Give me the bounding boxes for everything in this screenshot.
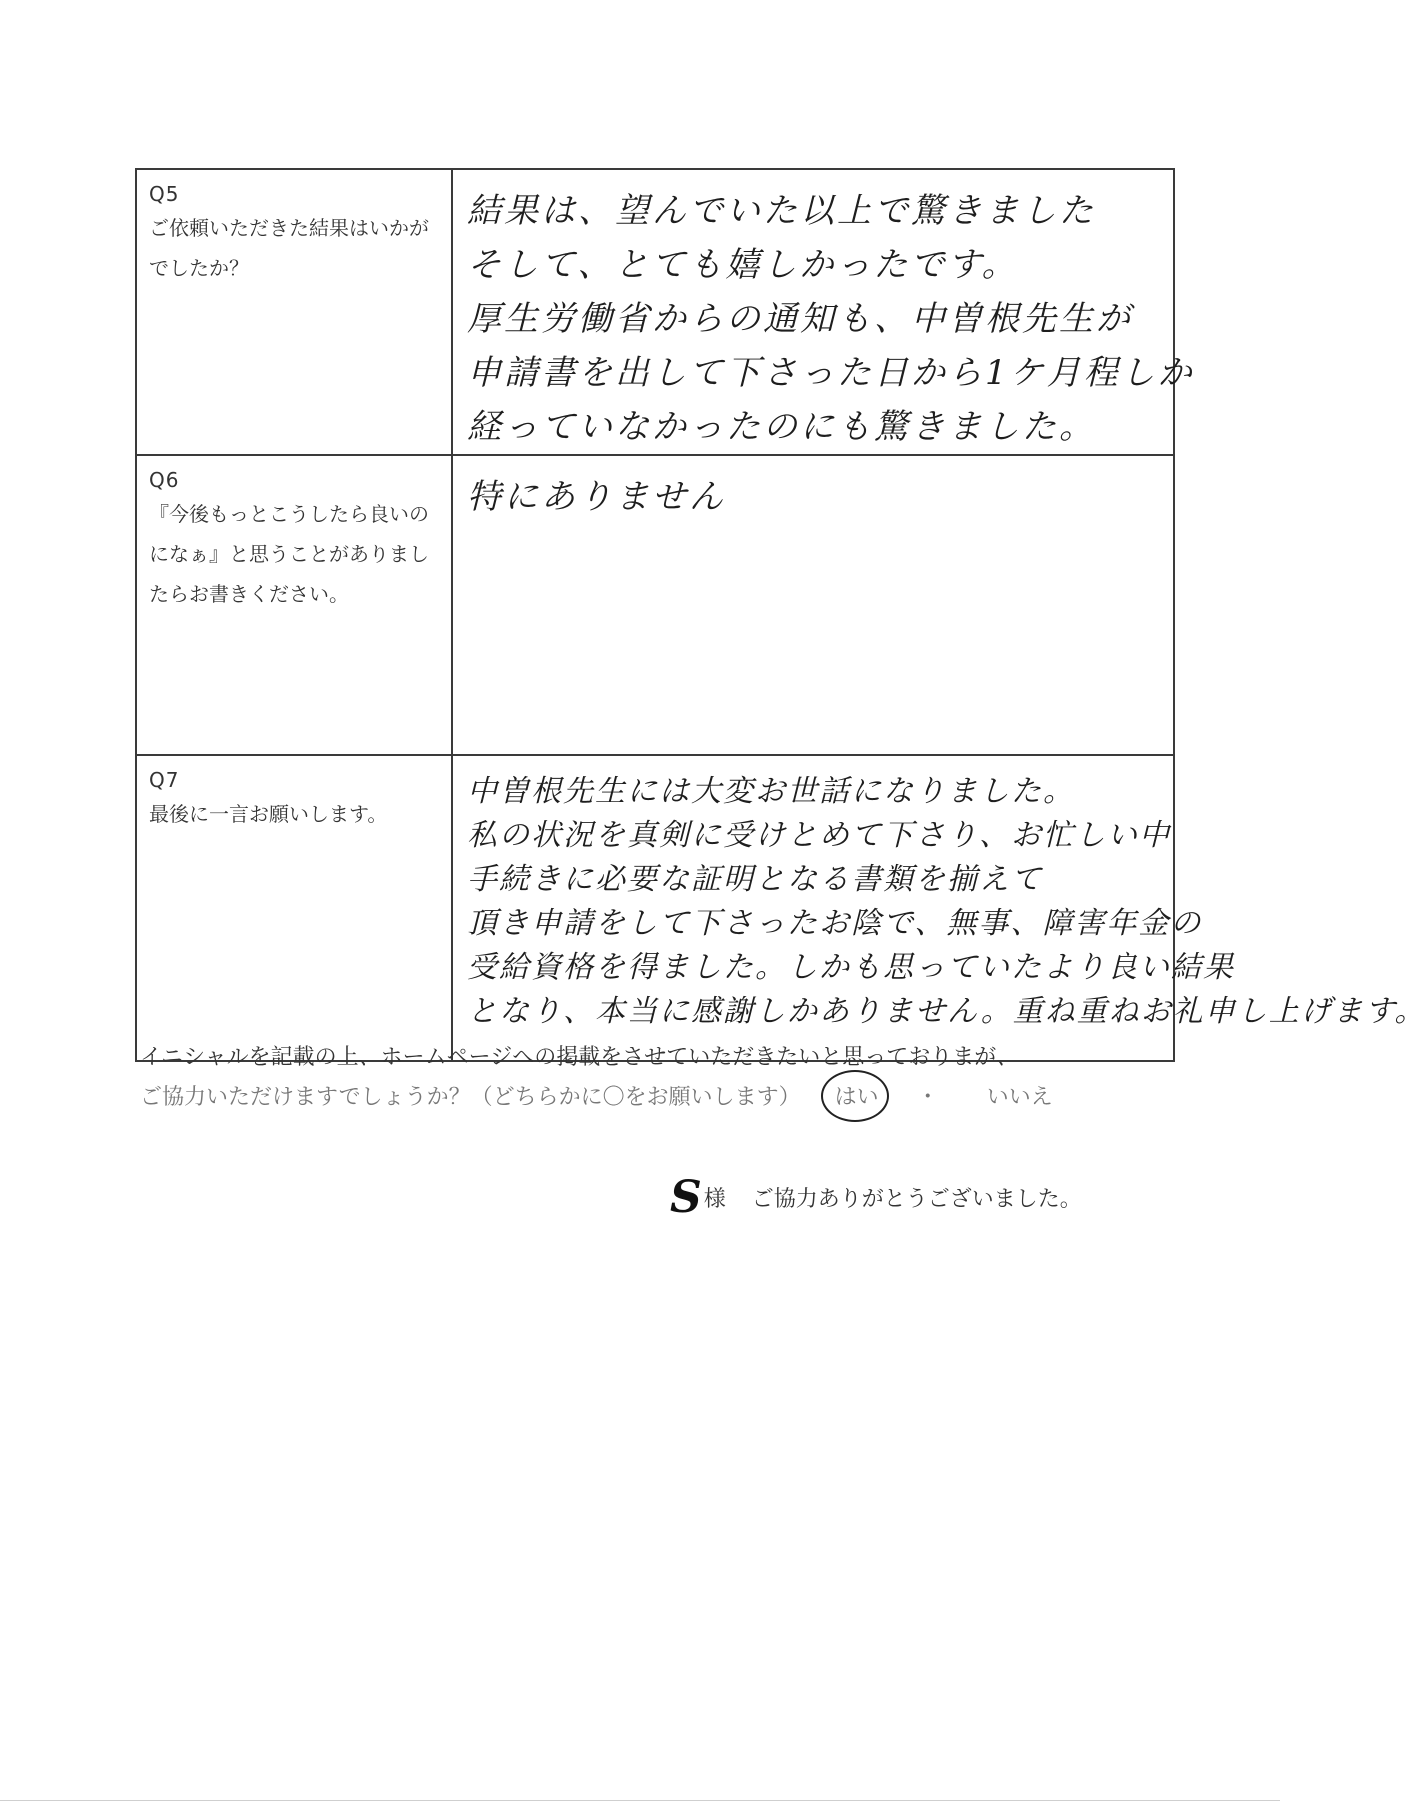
consent-question <box>140 1076 1180 1120</box>
answer-line: となり、本当に感謝しかありません。重ね重ねお礼申し上げます。 <box>467 994 1426 1029</box>
question-row-q6 <box>136 455 1174 755</box>
signoff <box>670 1172 1082 1223</box>
consent-request-text: イニシャルを記載の上、ホームページへの掲載をさせていただきたいと思っておりまが、 <box>140 1045 1019 1070</box>
survey-table <box>135 168 1426 1062</box>
choice-separator: ・ <box>916 1085 939 1110</box>
answer-line: そして、とても嬉しかったです。 <box>467 245 1019 285</box>
question-number: Q7 <box>149 768 180 792</box>
answer-cell-q5 <box>452 169 1195 455</box>
question-number: Q6 <box>149 468 180 492</box>
answer-line: 申請書を出して下さった日から1ケ月程しか <box>467 353 1195 393</box>
answer-line: 特にありません <box>467 477 726 517</box>
answer-line: 頂き申請をして下さったお陰で、無事、障害年金の <box>467 906 1203 941</box>
answer-cell-q7 <box>452 755 1426 1061</box>
question-text: 最後に一言お願いします。 <box>149 802 388 826</box>
answer-line: 中曽根先生には大変お世話になりました。 <box>467 774 1075 809</box>
answer-line: 経っていなかったのにも驚きました。 <box>467 407 1096 447</box>
question-cell-q7 <box>136 755 452 1061</box>
choice-yes-circled[interactable]: はい <box>827 1076 887 1120</box>
question-text: ご依頼いただきた結果はいかがでしたか？ <box>149 216 429 280</box>
bottom-divider <box>0 1800 1280 1801</box>
consent-question-text: ご協力いただけますでしょうか？（どちらかに〇をお願いします） <box>140 1085 801 1110</box>
question-text: 『今後もっとこうしたら良いのになぁ』と思うことがありましたらお書きください。 <box>149 502 429 606</box>
answer-line: 手続きに必要な証明となる書類を揃えて <box>467 862 1043 897</box>
question-row-q5 <box>136 169 1174 455</box>
question-cell-q6 <box>136 455 452 755</box>
question-row-q7 <box>136 755 1174 1061</box>
answer-cell-q6 <box>452 455 1174 755</box>
answer-line: 受給資格を得ました。しかも思っていたより良い結果 <box>467 950 1235 985</box>
thanks-message: ご協力ありがとうございました。 <box>751 1187 1082 1212</box>
question-number: Q5 <box>149 182 180 206</box>
consent-section <box>140 1040 1180 1120</box>
answer-line: 私の状況を真剣に受けとめて下さり、お忙しい中 <box>467 818 1171 853</box>
answer-line: 結果は、望んでいた以上で驚きました <box>467 191 1096 231</box>
question-cell-q5 <box>136 169 452 455</box>
choice-no[interactable]: いいえ <box>986 1085 1053 1110</box>
handwritten-initial: S <box>670 1172 702 1223</box>
answer-line: 厚生労働省からの通知も、中曽根先生が <box>467 299 1133 339</box>
honorific-sama: 様 <box>703 1187 726 1212</box>
